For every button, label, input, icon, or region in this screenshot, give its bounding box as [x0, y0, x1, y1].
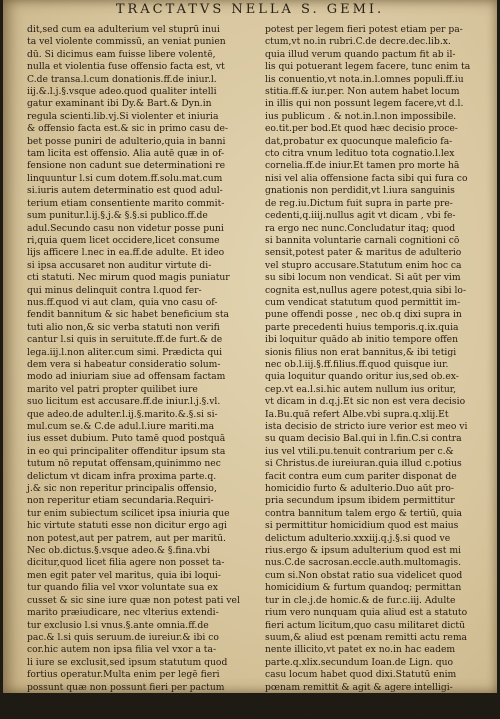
left-column-line: lijs afficere l.nec in ea.ff.de adulte. Et ideo	[27, 247, 225, 259]
right-column-line: ibi loquitur quādo ab initio tempore offen	[265, 334, 458, 346]
left-column-line: linquuntur l.si cum dotem.ff.solu.mat.cum	[27, 172, 223, 184]
left-column-line: dit,sed cum ea adulterium vel stuprū inui	[27, 24, 220, 35]
right-column-line: cum vendicat statutum quod permittit im-	[265, 296, 461, 308]
right-column-line: si bannita voluntarie carnali cognitioni cō	[265, 234, 460, 246]
right-column-line: ctum,vt no.in rubri.C.de decre.dec.lib.x.	[265, 36, 451, 48]
left-column-line: hic virtute statuti esse non dicitur ergo agi	[27, 520, 227, 532]
right-column-line: tur in cle.j.de homic.& de fur.c.iij. Adulte	[265, 594, 456, 606]
right-column-line: si Christus.de iureiuran.quia illud c.potius	[265, 458, 462, 470]
left-column-line: si.iuris autem determinatio est quod adul-	[27, 185, 223, 197]
right-column-line: de reg.iu.Dictum fuit supra in parte pre-	[265, 197, 453, 209]
right-column-line: sionis filius non erat bannitus,& ibi tetigi	[265, 346, 457, 358]
right-column-line: quia loquitur quando oritur ius,sed ob.ex-	[265, 371, 459, 383]
left-column-line: modo ad iniuriam siue ad offensam factam	[27, 371, 226, 383]
right-column-line: ius publicum . & not.in.l.non impossibile.	[265, 110, 457, 122]
right-column-line: ius vel vtili.pu.tenuit contrarium per c.&	[265, 445, 454, 457]
left-column-line: non potest,aut per patrem, aut per maritū.	[27, 532, 226, 544]
right-column-line: vt dicam in d.q.j.Et sic non est vera decisio	[265, 396, 466, 408]
left-column-line: cor.hic autem non ipsa filia vel vxor a ta-	[27, 644, 217, 656]
right-column-line: su sibi locum non vendicat. Si aūt per vim	[265, 272, 461, 284]
right-text-column	[265, 24, 487, 718]
right-column-line: fieri actum licitum,quo casu militaret dictū	[265, 619, 466, 631]
left-column-line: fortius operatur.Multa enim per legē fieri	[27, 669, 220, 681]
left-column-line: ri,quia quem licet occidere,licet consume	[27, 234, 220, 246]
right-column-line: stitia.ff.& iur.per. Non autem habet locum	[265, 86, 460, 98]
left-column-line: tur quando filia vel vxor voluntate sua ex	[27, 582, 218, 594]
left-column-line: regula scienti.lib.vj.Si violenter et iniuria	[27, 110, 219, 122]
left-column-line: Nec ob.dictus.§.vsque adeo.& §.fina.vbi	[27, 545, 210, 557]
right-column-line: lis conuentio,vt nota.in.l.omnes populi.ff.iu	[265, 73, 464, 85]
left-column-line: fendit bannitum & sic habet beneficium sta	[27, 309, 230, 321]
right-column-line: contra bannitum talem ergo & tertiū, quia	[265, 507, 463, 519]
left-column-line: cusset & sic sine iure quæ non potest pati vel	[27, 594, 240, 606]
right-column-line: casu locum habet quod dixi.Statutū enim	[265, 669, 457, 681]
left-column-line: dū. Si dicimus eam fuisse libere volentē,	[27, 48, 216, 60]
right-column-line: Ia.Bu.quā refert Albe.vbi supra.q.xlij.Et	[265, 408, 449, 420]
left-column-line: mul.cum se.& C.de adul.l.iure mariti.ma	[27, 421, 215, 432]
right-column-line: vel stupro accusare.Statutum enim hoc ca	[265, 259, 462, 271]
left-column-line: iij.&.l.j.§.vsque adeo.quod qualiter intelli	[27, 86, 217, 98]
left-column-line: ius esset dubium. Puto tamē quod postquā	[27, 433, 226, 445]
right-column-line: ra ergo nec nunc.Concludatur itaq; quod	[265, 222, 456, 234]
left-column-line: tuti alio non,& sic verba statuti non verifi	[27, 321, 220, 333]
left-column-line: nulla et violentia fuse offensio facta est, vt	[27, 61, 225, 73]
right-column-line: su quam decisio Bal.qui in l.fin.C.si contra	[265, 433, 462, 445]
left-column-line: qui minus delinquit contra l.quod fer-	[27, 284, 202, 296]
right-column-line: pria secundum ipsum ibidem permittitur	[265, 495, 455, 507]
left-column-line: nus.ff.quod vi aut clam, quia vno casu of-	[27, 296, 218, 308]
left-column-line: suo licitum est accusare.ff.de iniur.l.j.§.vl.	[27, 396, 221, 408]
left-column-line: non reperitur etiam secundaria.Requiri-	[27, 495, 214, 507]
left-column-line: gatur examinant ibi Dy.& Bart.& Dyn.in	[27, 98, 212, 110]
right-column-line: delictum adulterio.xxxiij.q.j.§.si quod ve	[265, 532, 451, 544]
left-column-line: tam licita est offensio. Alia autē quæ in of-	[27, 148, 225, 160]
left-column-line: siue per partes,vt habetur in l.ius publicū.	[27, 693, 224, 705]
right-column-line: suum,& aliud est pœnam remitti actu rema	[265, 631, 468, 643]
left-column-line: adul.Secundo casu non videtur posse puni	[27, 222, 224, 234]
left-column-line: bet posse puniri de adulterio,quia in banni	[27, 135, 226, 147]
left-text-column	[27, 24, 255, 718]
left-column-line: men egit pater vel maritus, quia ibi loqui-	[27, 569, 221, 581]
right-column-line: in illis qui non possunt legem facere,vt d.l.	[265, 98, 464, 110]
right-column-line: cep.vt ea.l.si.hic autem nullum ius oritur,	[265, 383, 457, 395]
right-column-line: parte precedenti huius temporis.q.ix.quia	[265, 321, 459, 333]
left-column-line: fensione non cadunt sue determinationi re	[27, 160, 226, 172]
left-column-line: tur exclusio l.si vnus.§.ante omnia.ff.de	[27, 619, 209, 631]
left-column-line: marito præiudicare, nec vlterius extendi-	[27, 607, 219, 619]
right-column-line: cum si.Non obstat ratio sua videlicet quod	[265, 569, 463, 581]
left-column-line: in eo qui principaliter offenditur ipsum sta	[27, 445, 226, 457]
running-head: TRACTATVS NELLA S. GEMI.	[115, 2, 385, 17]
left-column-line: dem vera si habeatur consideratio solum-	[27, 358, 221, 370]
right-column-line: homicidio furto & adulterio.Duo aūt pro-	[265, 483, 455, 495]
right-column-line: facit contra eum cum pariter disponat de	[265, 470, 457, 482]
left-column-line: que adeo.de adulter.l.ij.§.marito.&.§.si si-	[27, 408, 218, 420]
left-column-line: cti statuti. Nec mirum quod magis puniatur	[27, 272, 230, 284]
right-column-line: ista decisio de stricto iure verior est meo vi	[265, 421, 468, 432]
right-column-line: lis qui potuerant legem facere, tunc enim ta	[265, 61, 471, 73]
left-column-line: tutum nō reputat offensam,quinimmo nec	[27, 458, 221, 470]
right-column-line: nus.C.de sacrosan.eccle.auth.multomagis.	[265, 557, 462, 569]
right-column-line: pœnam remittit & agit & agere intelligi-	[265, 681, 453, 693]
right-column-line: rium vero nunquam quia aliud est a statuto	[265, 607, 468, 619]
right-column-line: pune offendi posse , nec ob.q dixi supra in	[265, 309, 462, 321]
right-column-line: homicidium & furtum quandoq; permittan	[265, 582, 462, 594]
right-column-line: quia illud verum quando pactum fit ab il-	[265, 48, 456, 60]
left-column-line: si ipsa accusaret non auditur virtute di-	[27, 259, 212, 271]
left-column-line: cantur l.si quis in seruitute.ff.de furt.& de	[27, 334, 223, 346]
left-column-line: lega.iij.l.non aliter.cum simi. Prædicta qui	[27, 346, 223, 358]
left-column-line: ff.de pactis,Nec obstat,quod dicitur quod	[27, 706, 218, 718]
right-column-line: eo.tit.per bod.Et quod hæc decisio proce-	[265, 123, 458, 135]
left-column-line: possunt quæ non possunt fieri per pactum	[27, 681, 225, 693]
left-column-line: sum punitur.l.ij.§.j.& §.§.si publico.ff.de	[27, 210, 208, 222]
left-column-line: C.de transa.l.cum donationis.ff.de iniur.l.	[27, 73, 217, 85]
right-column-line: mode,vt no.in l.si quis maior.C.de transac.	[265, 706, 461, 718]
left-column-line: pac.& l.si quis seruum.de iureiur.& ibi co	[27, 631, 219, 643]
left-column-line: terium etiam consentiente marito commit-	[27, 197, 225, 209]
right-column-line: dat,probatur ex quocunque maleficio fa-	[265, 135, 453, 147]
left-column-line: dicitur,quod licet filia agere non posset ta-	[27, 557, 225, 569]
right-column-line: cedenti,q.iiij.nullus agit vt dicam , vbi fe-	[265, 210, 456, 222]
right-column-line: cornelia.ff.de iniur.Et tamen pro morte hā	[265, 160, 460, 172]
right-column-line: potest per legem fieri potest etiam per pa-	[265, 24, 463, 35]
left-column-line: li iure se exclusit,sed ipsum statutum quod	[27, 656, 228, 668]
right-column-line: nente illicito,vt patet ex no.in hac eadem	[265, 644, 456, 656]
right-column-line: gnationis non perdidit,vt l.iura sanguinis	[265, 185, 455, 197]
left-column-line: marito vel patri propter quilibet iure	[27, 383, 198, 395]
left-column-line: & offensio facta est.& sic in primo casu de-	[27, 123, 229, 135]
right-column-line: sensit,potest pater & maritus de adulterio	[265, 247, 462, 259]
book-page	[3, 0, 497, 718]
right-column-line: nec ob.l.iij.§.ff.filius.ff.quod quisque iur.	[265, 358, 449, 370]
left-column-line: delictum vt dicam infra proxima parte.q.	[27, 470, 217, 482]
left-column-line: j.& sic non reperitur principalis offensio,	[27, 483, 217, 495]
right-column-line: nisi vel alia offensione facta sibi qui fura co	[265, 172, 468, 184]
right-column-line: cto citra vnum ledituo tota cognatio.l.lex	[265, 148, 455, 160]
right-column-line: tur quantum potest & vt potest c.sj diuersi	[265, 693, 464, 705]
right-column-line: parte.q.xlix.secundum Ioan.de Lign. quo	[265, 656, 454, 668]
left-column-line: ta vel violente commissū, an veniat punien	[27, 36, 226, 48]
right-column-line: si permittitur homicidium quod est maius	[265, 520, 459, 532]
right-column-line: cognita est,nullus agere potest,quia sibi lo-	[265, 284, 467, 296]
right-column-line: rius.ergo & ipsum adulterium quod est mi	[265, 545, 461, 557]
left-column-line: tur enim subiectum scilicet ipsa iniuria que	[27, 507, 230, 519]
